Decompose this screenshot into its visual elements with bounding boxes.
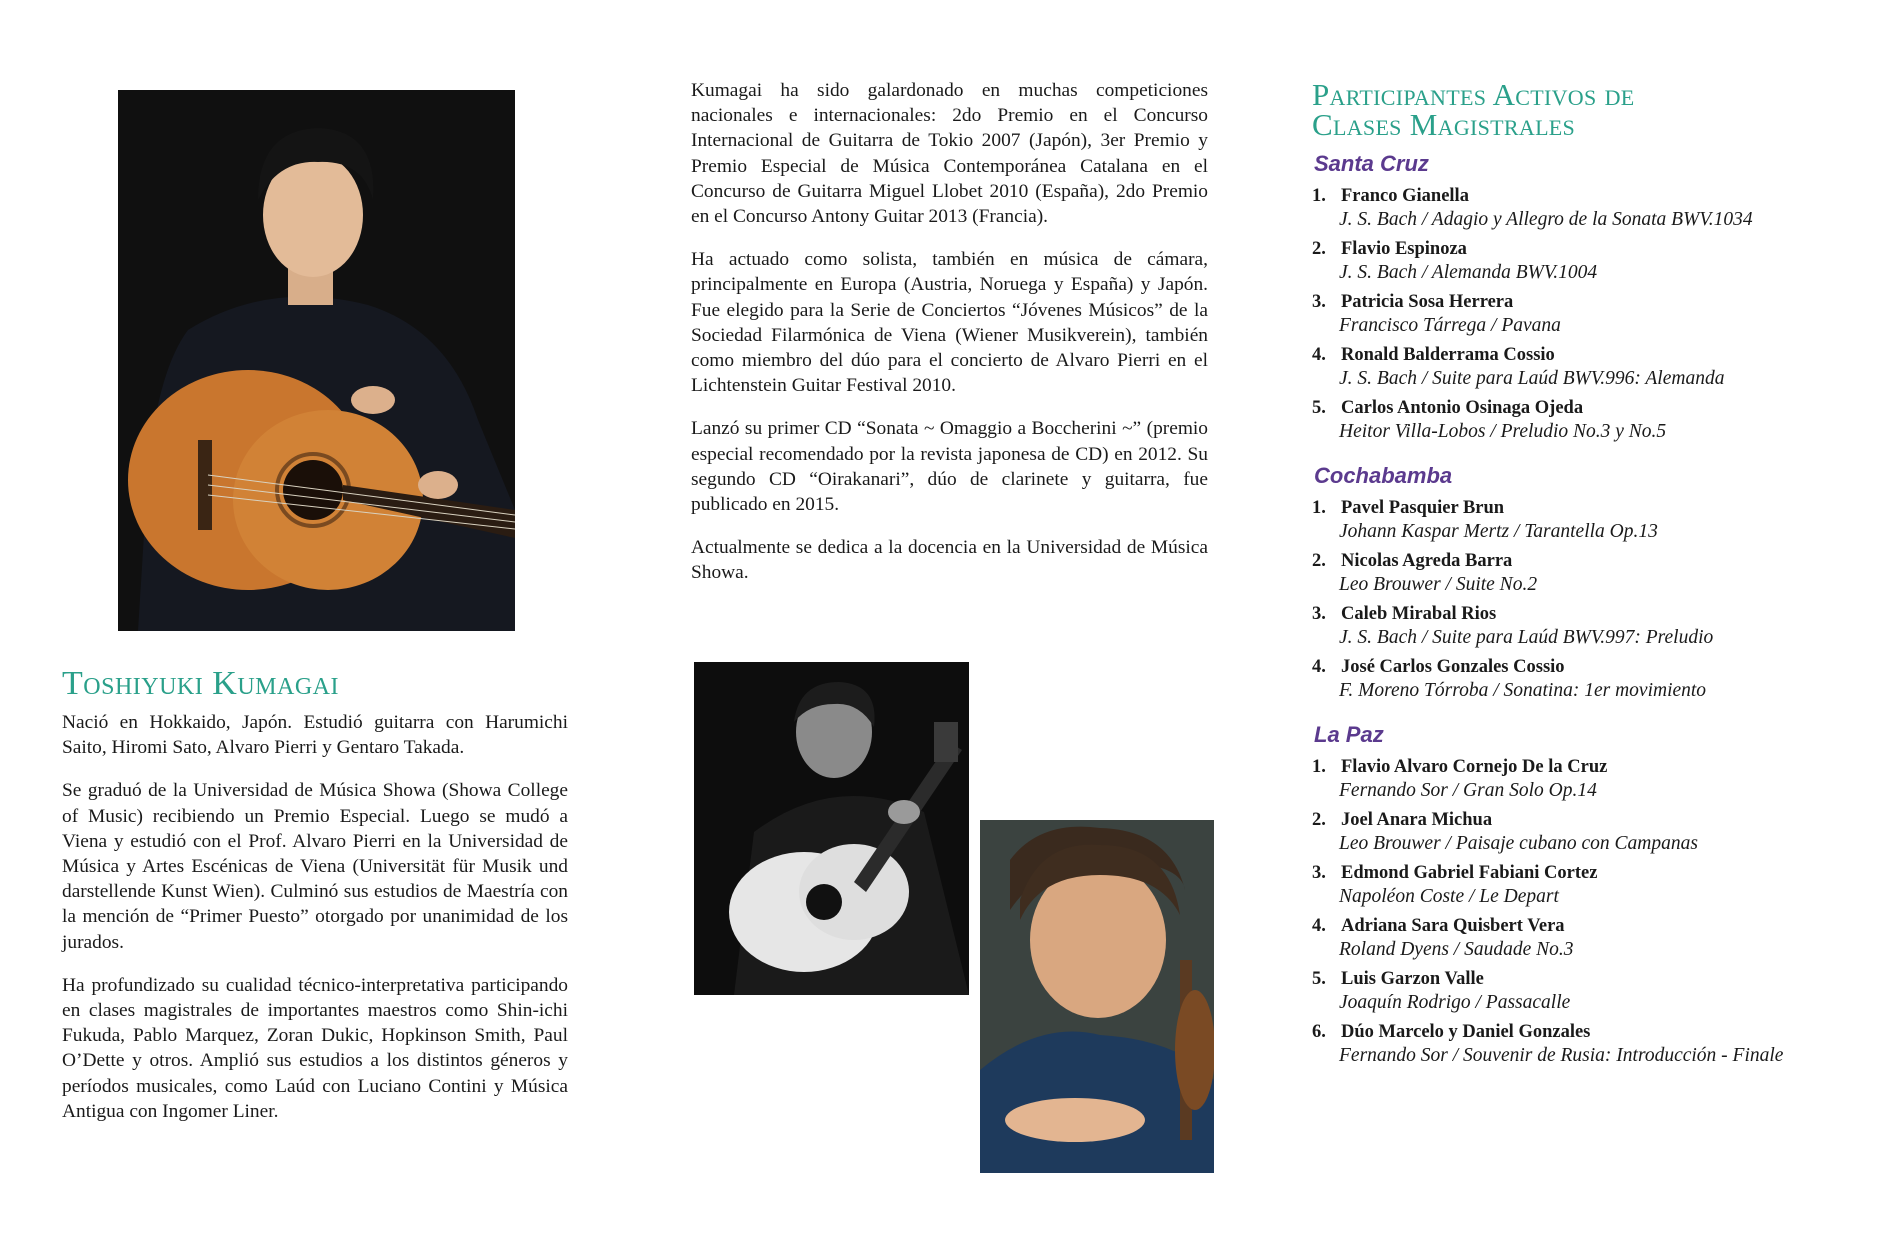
participant-number: 1.: [1312, 757, 1326, 777]
bio-paragraph: Actualmente se dedica a la docencia en la Universidad de Música Showa.: [691, 537, 1208, 584]
participant-list: [1312, 755, 1872, 1068]
participant-number: 2.: [1312, 810, 1326, 830]
participant-number: 5.: [1312, 398, 1326, 418]
participant-number: 3.: [1312, 863, 1326, 883]
participant-name: Caleb Mirabal Rios: [1341, 604, 1497, 624]
bio-paragraph: Nació en Hokkaido, Japón. Estudió guitarra con Harumichi Saito, Hiromi Sato, Alvaro Pierri y Gentaro Takada.: [62, 712, 568, 759]
group-la-paz: [1312, 721, 1872, 1068]
bw-photo-guitarist-playing: [694, 662, 969, 995]
list-item: [1312, 602, 1872, 650]
participant-name: Carlos Antonio Osinaga Ojeda: [1341, 398, 1584, 418]
list-item: [1312, 755, 1872, 803]
participant-piece: J. S. Bach / Suite para Laúd BWV.996: Alemanda: [1339, 368, 1725, 389]
participant-number: 4.: [1312, 916, 1326, 936]
list-item: [1312, 396, 1872, 444]
bio-paragraph: Kumagai ha sido galardonado en muchas competiciones nacionales e internacionales: 2do Premio en el Concurso Internacional de Guitarra de Tokio 2007 (Japón), 3er Premio y Premio Especial de Música Contemporánea Catalana en el Concurso de Guitarra Miguel Llobet 2010 (España), 2do Premio en el Concurso Antony Guitar 2013 (Francia).: [691, 80, 1208, 228]
participant-piece: Napoléon Coste / Le Depart: [1339, 886, 1559, 907]
participant-number: 2.: [1312, 239, 1326, 259]
participant-name: Edmond Gabriel Fabiani Cortez: [1341, 863, 1598, 883]
bio-column-2: [691, 78, 1208, 604]
participant-number: 4.: [1312, 345, 1326, 365]
participant-piece: Heitor Villa-Lobos / Preludio No.3 y No.5: [1339, 421, 1667, 442]
list-item: [1312, 343, 1872, 391]
bio-column-1: [62, 666, 568, 1142]
group-cochabamba: [1312, 462, 1872, 703]
participant-name: Adriana Sara Quisbert Vera: [1341, 916, 1565, 936]
list-item: [1312, 967, 1872, 1015]
participant-piece: J. S. Bach / Alemanda BWV.1004: [1339, 262, 1598, 283]
participant-piece: Leo Brouwer / Suite No.2: [1339, 574, 1538, 595]
list-item: [1312, 655, 1872, 703]
city-heading: La Paz: [1314, 722, 1384, 747]
participant-piece: Francisco Tárrega / Pavana: [1339, 315, 1561, 336]
list-item: [1312, 1020, 1872, 1068]
participant-piece: Roland Dyens / Saudade No.3: [1339, 939, 1574, 960]
participant-list: [1312, 496, 1872, 703]
list-item: [1312, 237, 1872, 285]
city-heading: Cochabamba: [1314, 463, 1453, 488]
participant-number: 1.: [1312, 498, 1326, 518]
list-item: [1312, 808, 1872, 856]
list-item: [1312, 496, 1872, 544]
performer-name-heading: Toshiyuki Kumagai: [62, 665, 339, 702]
participant-piece: J. S. Bach / Suite para Laúd BWV.997: Preludio: [1339, 627, 1714, 648]
participant-name: Pavel Pasquier Brun: [1341, 498, 1505, 518]
participant-number: 5.: [1312, 969, 1326, 989]
participant-number: 4.: [1312, 657, 1326, 677]
color-photo-smiling-guitarist: [980, 820, 1214, 1173]
participant-name: Luis Garzon Valle: [1341, 969, 1484, 989]
participant-piece: Joaquín Rodrigo / Passacalle: [1339, 992, 1571, 1013]
participant-name: Joel Anara Michua: [1341, 810, 1493, 830]
participant-number: 1.: [1312, 186, 1326, 206]
participant-number: 2.: [1312, 551, 1326, 571]
participants-column: [1312, 77, 1872, 1086]
group-santa-cruz: [1312, 150, 1872, 444]
participant-number: 3.: [1312, 604, 1326, 624]
participant-piece: Fernando Sor / Souvenir de Rusia: Introducción - Finale: [1339, 1045, 1784, 1066]
portrait-photo-guitar: [118, 90, 515, 631]
participants-section-title: [1312, 77, 1872, 142]
list-item: [1312, 290, 1872, 338]
participant-name: Patricia Sosa Herrera: [1341, 292, 1514, 312]
list-item: [1312, 549, 1872, 597]
bio-paragraph: Lanzó su primer CD “Sonata ~ Omaggio a Boccherini ~” (premio especial recomendado por la revista japonesa de CD) en 2012. Su segundo CD “Oirakanari”, dúo de clarinete y guitarra, fue publicado en 2015.: [691, 418, 1208, 516]
participant-piece: J. S. Bach / Adagio y Allegro de la Sonata BWV.1034: [1339, 209, 1753, 230]
title-line-1: Participantes Activos de: [1312, 77, 1635, 112]
participant-piece: F. Moreno Tórroba / Sonatina: 1er movimiento: [1339, 680, 1707, 701]
participant-piece: Leo Brouwer / Paisaje cubano con Campanas: [1339, 833, 1698, 854]
participant-name: Dúo Marcelo y Daniel Gonzales: [1341, 1022, 1591, 1042]
city-heading: Santa Cruz: [1314, 151, 1429, 176]
participant-piece: Fernando Sor / Gran Solo Op.14: [1339, 780, 1597, 801]
participant-name: Ronald Balderrama Cossio: [1341, 345, 1555, 365]
list-item: [1312, 861, 1872, 909]
participant-name: Franco Gianella: [1341, 186, 1469, 206]
participant-list: [1312, 184, 1872, 444]
participant-name: Flavio Alvaro Cornejo De la Cruz: [1341, 757, 1608, 777]
bio-paragraph: Se graduó de la Universidad de Música Showa (Showa College of Music) recibiendo un Premio Especial. Luego se mudó a Viena y estudió con el Prof. Alvaro Pierri en la Universidad de Música y Artes Escénicas de Viena (Universität für Musik und darstellende Kunst Wien). Culminó sus estudios de Maestría con la mención de “Primer Puesto” otorgado por unanimidad de los jurados.: [62, 780, 568, 953]
participant-number: 6.: [1312, 1022, 1326, 1042]
list-item: [1312, 914, 1872, 962]
list-item: [1312, 184, 1872, 232]
participant-number: 3.: [1312, 292, 1326, 312]
bio-paragraph: Ha actuado como solista, también en música de cámara, principalmente en Europa (Austria, Noruega y España) y Japón. Fue elegido para la Serie de Conciertos “Jóvenes Músicos” de la Sociedad Filarmónica de Viena (Wiener Musikverein), también como miembro del dúo para el concierto de Alvaro Pierri en el Lichtenstein Guitar Festival 2010.: [691, 249, 1208, 397]
participant-name: Flavio Espinoza: [1341, 239, 1467, 259]
title-line-2: Clases Magistrales: [1312, 107, 1576, 142]
participant-piece: Johann Kaspar Mertz / Tarantella Op.13: [1339, 521, 1658, 542]
participant-name: Nicolas Agreda Barra: [1341, 551, 1513, 571]
bio-paragraph: Ha profundizado su cualidad técnico-interpretativa participando en clases magistrales de importantes maestros como Shin-ichi Fukuda, Pablo Marquez, Zoran Dukic, Hopkinson Smith, Paul O’Dette y otros. Amplió sus estudios a los distintos géneros y períodos musicales, como Laúd con Luciano Contini y Música Antigua con Ingomer Liner.: [62, 974, 568, 1122]
participant-name: José Carlos Gonzales Cossio: [1341, 657, 1565, 677]
